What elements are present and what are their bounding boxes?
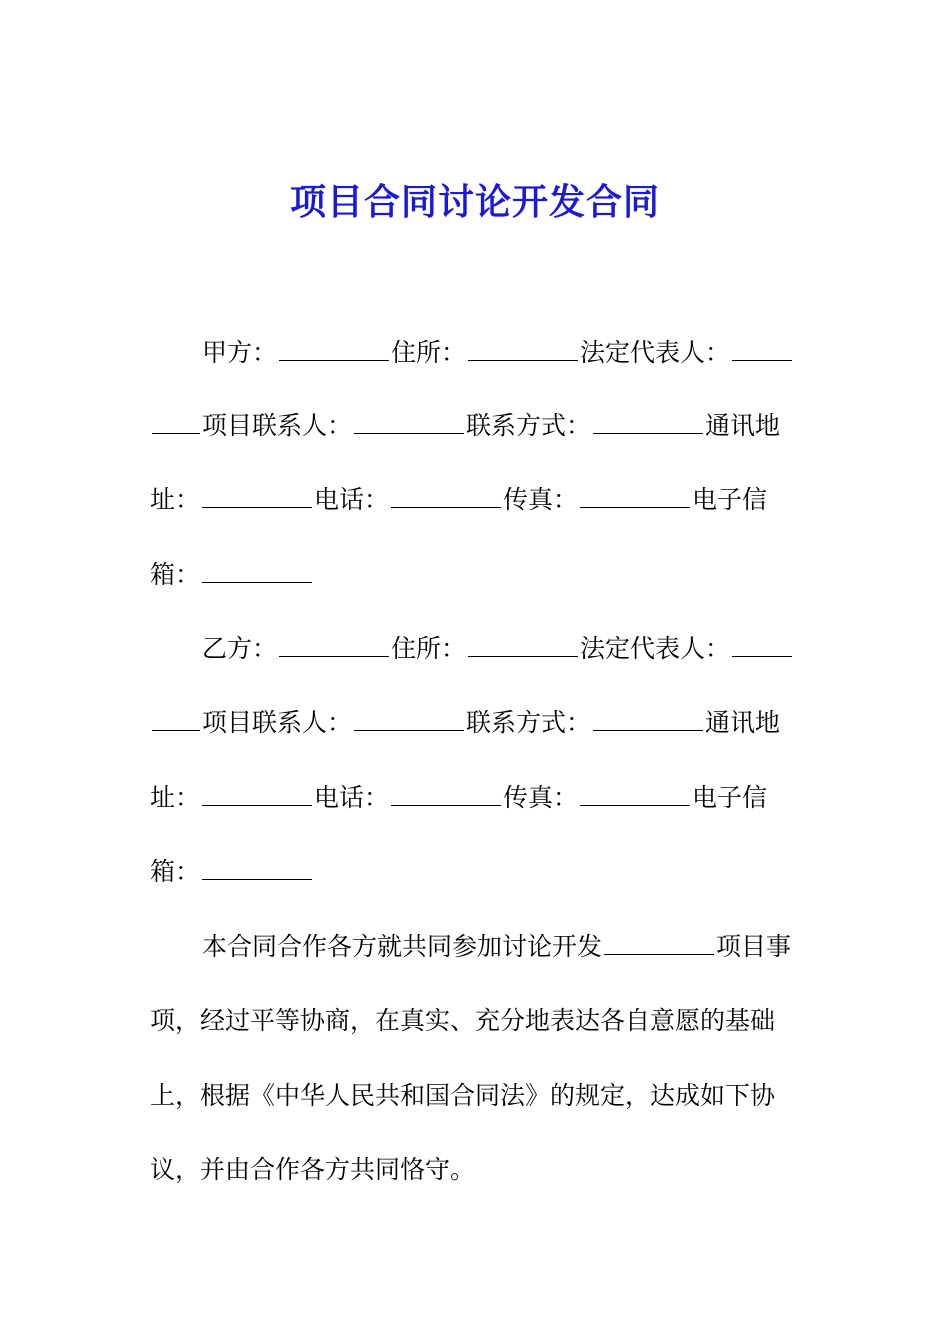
document-title: 项目合同讨论开发合同 [289,181,660,223]
party-a-line-3 [150,480,767,520]
intro-line-1 [202,927,791,967]
party-b-line-2 [150,703,780,743]
party-a-label: 甲方： [202,338,278,367]
party-a-mail-blank[interactable] [202,506,312,508]
party-b-mail-blank[interactable] [202,804,312,806]
party-a-rep-blank-cont[interactable] [152,432,200,434]
party-b-mail-label-2: 址： [150,783,201,812]
party-b-method-label: 联系方式： [466,708,592,737]
party-a-contact-blank[interactable] [354,432,464,434]
party-a-line-1 [202,333,794,373]
party-a-mail-label-1: 通讯地 [705,411,781,440]
party-b-contact-blank[interactable] [354,729,464,731]
party-a-contact-label: 项目联系人： [202,411,353,440]
party-b-fax-blank[interactable] [580,804,690,806]
party-a-email-label-1: 电子信 [692,485,768,514]
party-b-line-4 [150,852,314,892]
party-a-mail-label-2: 址： [150,485,201,514]
party-b-phone-label: 电话： [314,783,390,812]
party-b-phone-blank[interactable] [391,804,501,806]
project-name-blank[interactable] [604,953,714,955]
party-b-rep-label: 法定代表人： [580,634,731,663]
party-a-fax-label: 传真： [503,485,579,514]
intro-line-3: 上，根据《中华人民共和国合同法》的规定，达成如下协 [150,1081,776,1110]
party-a-fax-blank[interactable] [580,506,690,508]
party-b-fax-label: 传真： [503,783,579,812]
party-a-name-blank[interactable] [279,359,389,361]
intro-line-4: 议，并由合作各方共同恪守。 [150,1155,476,1184]
party-b-line-1 [202,629,794,669]
party-b-rep-blank[interactable] [732,655,792,657]
party-b-label: 乙方： [202,634,278,663]
party-b-address-label: 住所： [391,634,467,663]
party-b-name-blank[interactable] [279,655,389,657]
party-b-email-label-1: 电子信 [692,783,768,812]
party-a-rep-label: 法定代表人： [580,338,731,367]
party-b-email-label-2: 箱： [150,857,201,886]
party-b-rep-blank-cont[interactable] [152,729,200,731]
party-a-address-label: 住所： [391,338,467,367]
party-a-method-blank[interactable] [593,432,703,434]
party-b-address-blank[interactable] [468,655,578,657]
party-b-email-blank[interactable] [202,878,312,880]
party-a-phone-blank[interactable] [391,506,501,508]
party-a-line-4 [150,555,314,595]
party-a-phone-label: 电话： [314,485,390,514]
party-a-email-label-2: 箱： [150,560,201,589]
party-a-method-label: 联系方式： [466,411,592,440]
party-a-rep-blank[interactable] [732,359,792,361]
party-b-line-3 [150,778,767,818]
intro-line-2: 项，经过平等协商，在真实、充分地表达各自意愿的基础 [150,1006,776,1035]
intro-text-1a: 本合同合作各方就共同参加讨论开发 [202,932,603,961]
intro-text-1b: 项目事 [716,932,792,961]
party-a-address-blank[interactable] [468,359,578,361]
party-a-line-2 [150,406,780,446]
party-a-email-blank[interactable] [202,581,312,583]
party-b-mail-label-1: 通讯地 [705,708,781,737]
party-b-contact-label: 项目联系人： [202,708,353,737]
party-b-method-blank[interactable] [593,729,703,731]
